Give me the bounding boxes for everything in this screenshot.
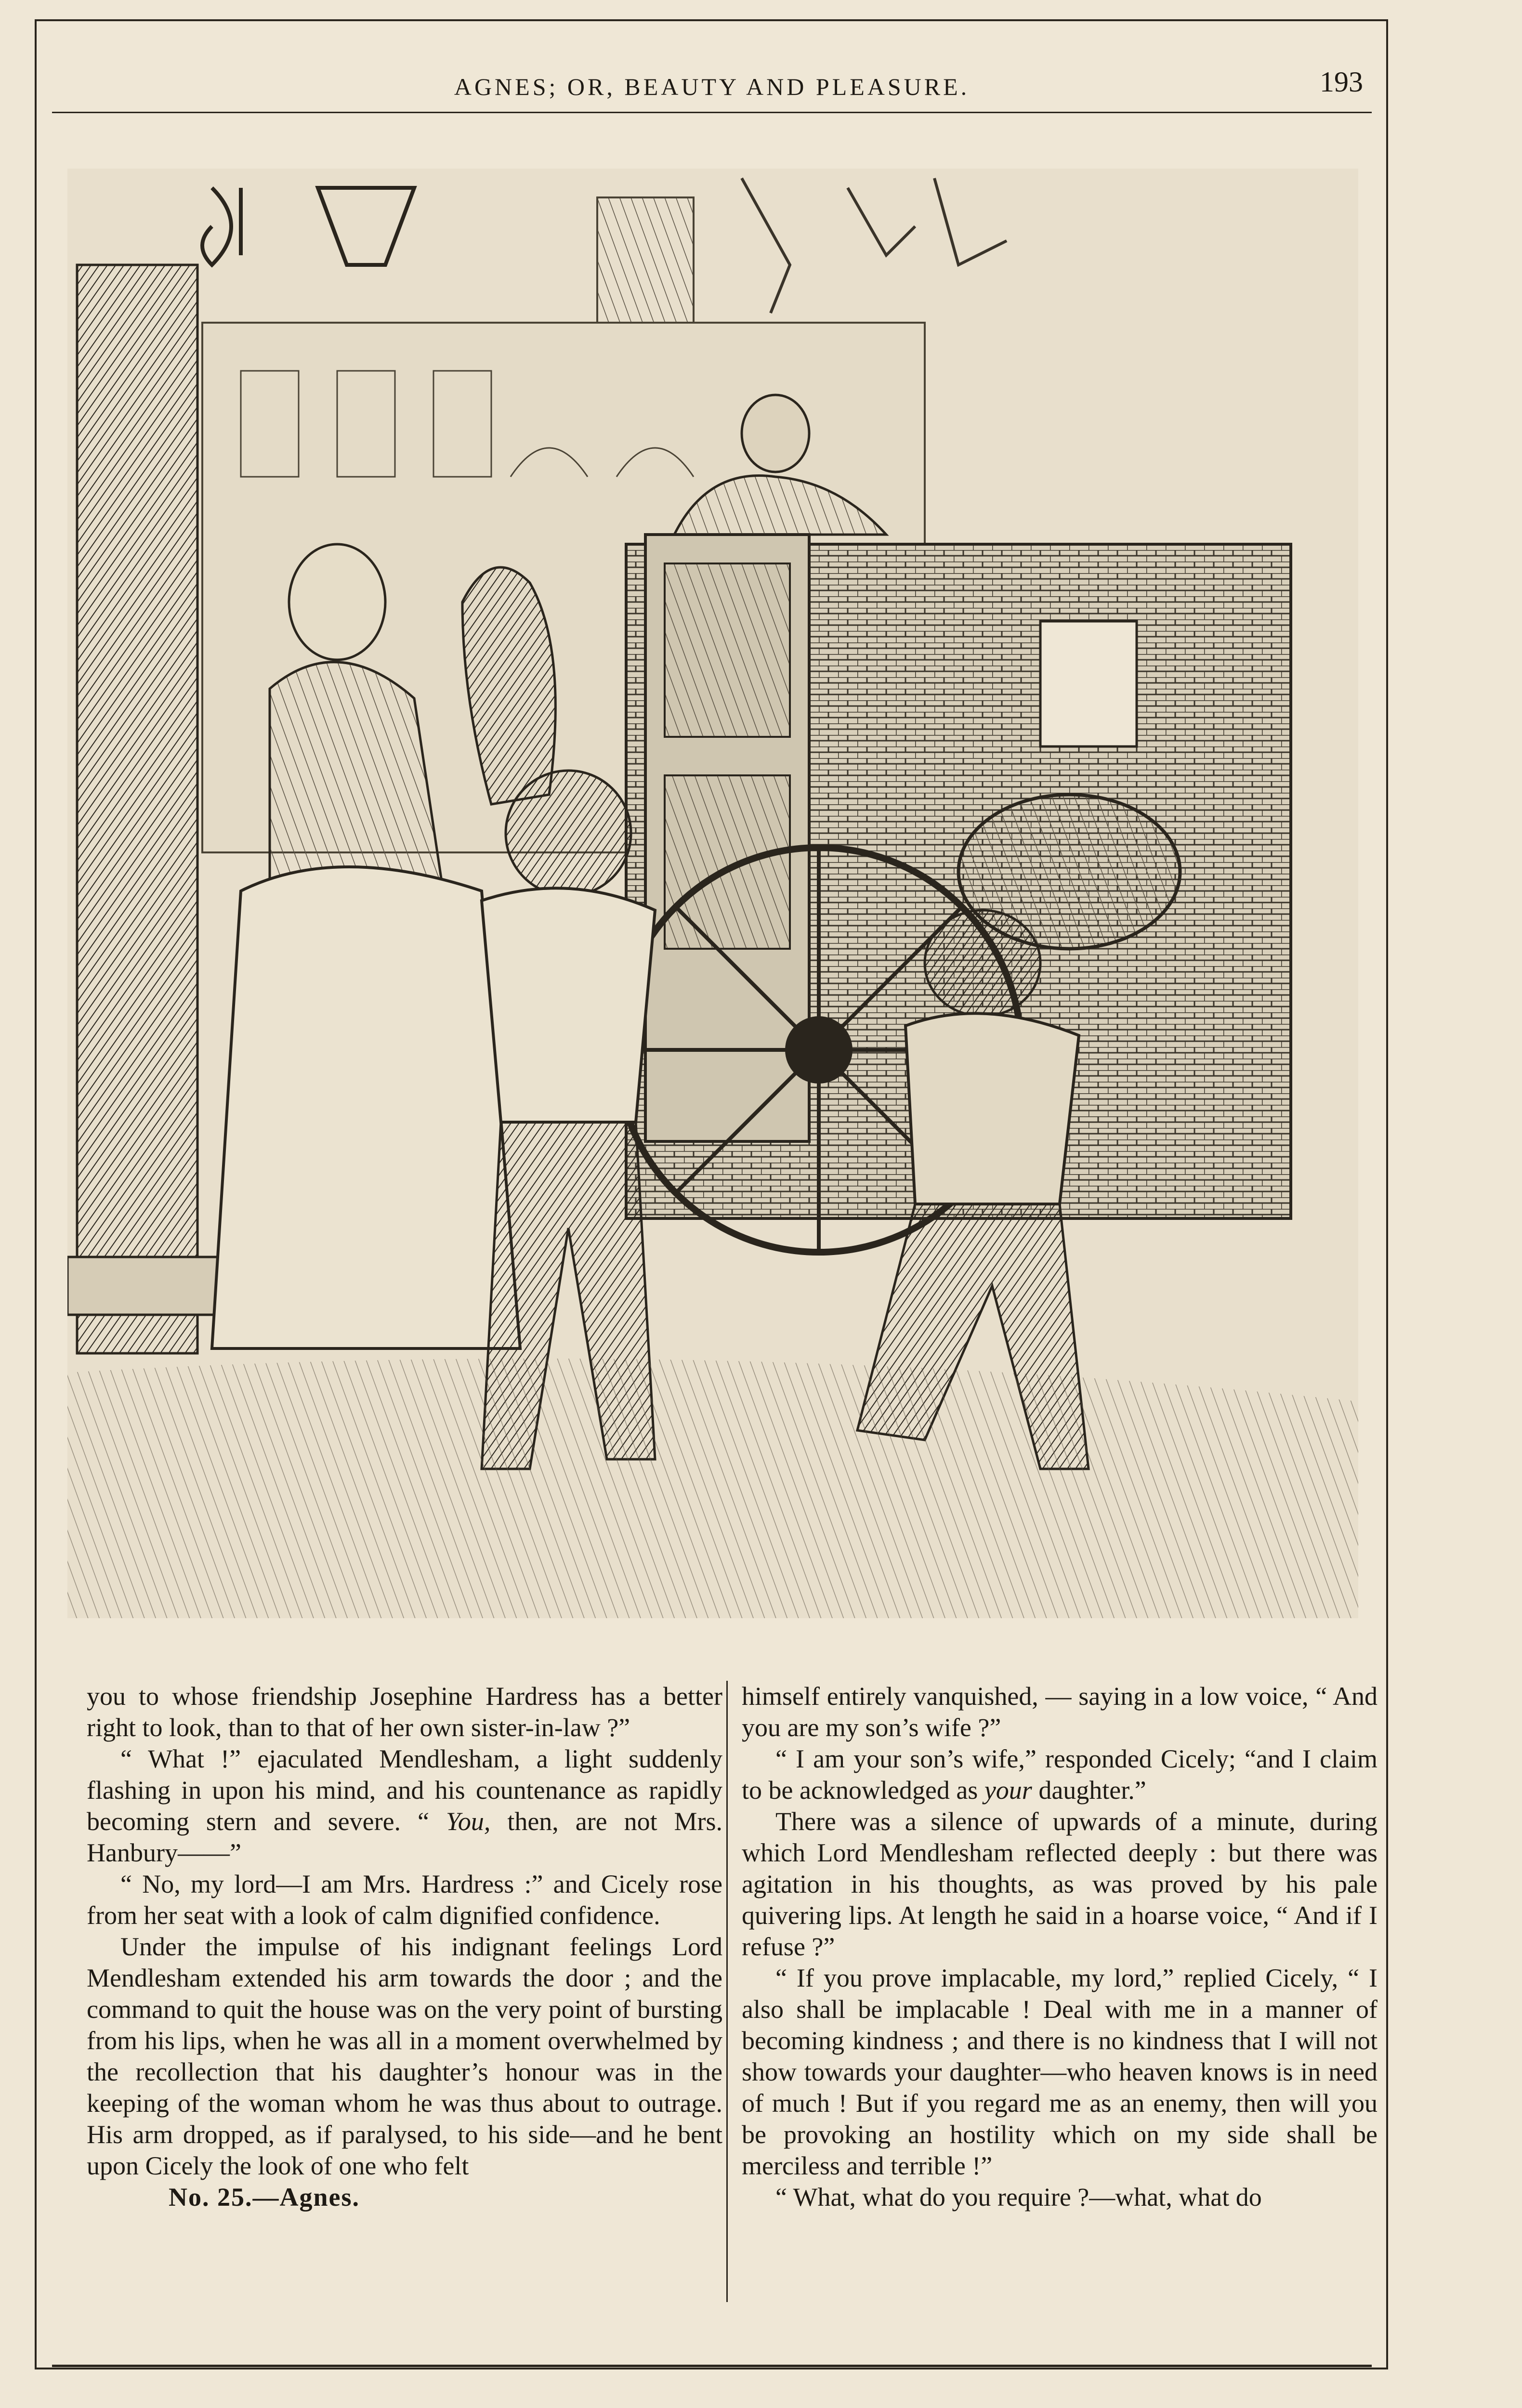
- paragraph: himself entirely vanquished, — saying in a low voice, “ And you are my son’s wife ?”: [742, 1682, 1378, 1742]
- emphasis: You,: [446, 1807, 491, 1836]
- paragraph: “ What !” ejaculated Mendlesham, a light suddenly flashing in upon his mind, and his countenance as rapidly becoming stern and severe. “ You, then, are not Mrs. Hanbury——”: [87, 1744, 722, 1867]
- part-signature: No. 25.—Agnes.: [169, 2183, 360, 2212]
- paragraph: “ If you prove implacable, my lord,” replied Cicely, “ I also shall be implacable ! Deal with me in a manner of becoming kindness ; and there is no kindness that I will not show towards your daughter—who heaven knows is in need of much ! But if you regard me as an enemy, then will you be provoking an hostility which on my side shall be merciless and terrible !”: [742, 1963, 1378, 2180]
- paragraph: “ I am your son’s wife,” responded Cicely; “and I claim to be acknowledged as your daughter.”: [742, 1744, 1378, 1805]
- paragraph: There was a silence of upwards of a minute, during which Lord Mendlesham reflected deeply : but there was agitation in his thoughts, as was proved by his pale quivering lips. At length he said in a hoarse voice, “ And if I refuse ?”: [742, 1807, 1378, 1961]
- left-column: [87, 1681, 722, 2326]
- paragraph: Under the impulse of his indignant feelings Lord Mendlesham extended his arm towards the door ; and the command to quit the house was on the very point of bursting from his lips, when he was all in a moment overwhelmed by the recollection that his daughter’s honour was in the keeping of the woman whom he was thus about to outrage. His arm dropped, as if paralysed, to his side—and he bent upon Cicely the look of one who felt: [87, 1932, 722, 2180]
- bottom-rule: [52, 2365, 1372, 2367]
- engraving-illustration: [67, 169, 1358, 1618]
- running-title: AGNES; OR, BEAUTY AND PLEASURE.: [454, 73, 970, 100]
- engraving-svg: [67, 169, 1358, 1618]
- paragraph: “ No, my lord—I am Mrs. Hardress :” and Cicely rose from her seat with a look of calm dignified confidence.: [87, 1870, 722, 1930]
- column-divider: [726, 1681, 728, 2302]
- right-column: [742, 1681, 1378, 2326]
- header-rule: [52, 112, 1372, 113]
- text-columns: [82, 1681, 1378, 2326]
- paragraph: “ What, what do you require ?—what, what do: [775, 2183, 1262, 2212]
- emphasis: your: [984, 1776, 1032, 1805]
- page-number: 193: [1320, 66, 1363, 98]
- paragraph: you to whose friendship Josephine Hardress has a better right to look, than to that of her own sister-in-law ?”: [87, 1682, 722, 1742]
